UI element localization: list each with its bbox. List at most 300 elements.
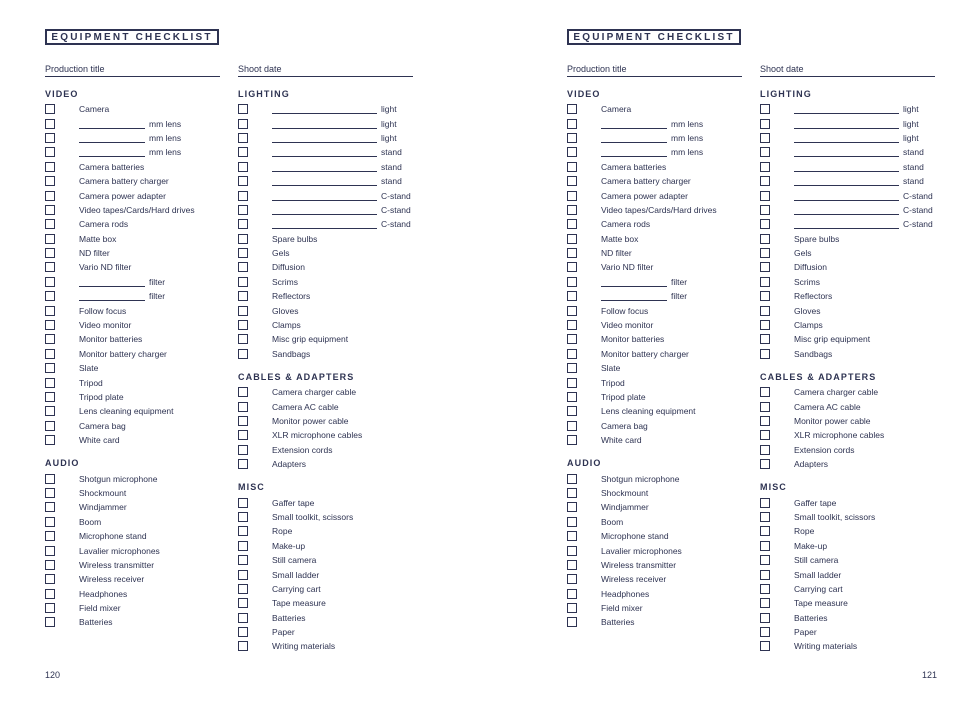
checkbox[interactable]	[760, 512, 770, 522]
fill-in-blank[interactable]	[794, 120, 899, 129]
checklist-item	[238, 232, 428, 246]
checkbox[interactable]	[238, 349, 248, 359]
checkbox[interactable]	[238, 205, 248, 215]
checkbox[interactable]	[238, 498, 248, 508]
checkbox[interactable]	[567, 474, 577, 484]
checkbox[interactable]	[238, 176, 248, 186]
item-label	[272, 387, 356, 397]
checkbox[interactable]	[45, 392, 55, 402]
checklist-item	[760, 399, 950, 413]
checkbox[interactable]	[238, 162, 248, 172]
item-text: Batteries	[601, 617, 635, 628]
checkbox[interactable]	[45, 474, 55, 484]
checkbox[interactable]	[45, 435, 55, 445]
checkbox[interactable]	[45, 589, 55, 599]
checkbox[interactable]	[45, 334, 55, 344]
item-text: Sandbags	[272, 348, 311, 359]
checkbox[interactable]	[45, 219, 55, 229]
fill-in-blank[interactable]	[79, 134, 145, 143]
checklist-item	[760, 131, 950, 145]
checkbox[interactable]	[45, 306, 55, 316]
checkbox[interactable]	[45, 502, 55, 512]
item-label	[601, 378, 625, 388]
checkbox[interactable]	[760, 277, 770, 287]
checkbox[interactable]	[238, 119, 248, 129]
checkbox[interactable]	[567, 531, 577, 541]
checkbox[interactable]	[760, 162, 770, 172]
item-label	[79, 574, 144, 584]
checkbox[interactable]	[567, 502, 577, 512]
item-label	[79, 291, 165, 301]
checkbox[interactable]	[45, 248, 55, 258]
checkbox[interactable]	[567, 205, 577, 215]
checkbox[interactable]	[567, 421, 577, 431]
item-text: Make-up	[272, 540, 306, 551]
checkbox[interactable]	[567, 378, 577, 388]
shoot-date-field[interactable]: Shoot date	[238, 64, 413, 77]
checkbox[interactable]	[760, 334, 770, 344]
checklist-item	[238, 174, 428, 188]
checklist-item	[760, 524, 950, 538]
item-text: Microphone stand	[79, 531, 147, 542]
item-text: Windjammer	[79, 502, 127, 513]
checkbox[interactable]	[45, 133, 55, 143]
checkbox[interactable]	[238, 584, 248, 594]
checkbox[interactable]	[760, 104, 770, 114]
item-label	[601, 349, 689, 359]
item-text: White card	[601, 435, 642, 446]
checklist-item	[45, 615, 235, 629]
checklist-item	[760, 246, 950, 260]
checkbox[interactable]	[760, 598, 770, 608]
checkbox[interactable]	[760, 234, 770, 244]
checkbox[interactable]	[45, 546, 55, 556]
item-text: Small ladder	[794, 569, 842, 580]
checkbox[interactable]	[238, 402, 248, 412]
checkbox[interactable]	[760, 248, 770, 258]
checklist-item	[760, 145, 950, 159]
checkbox[interactable]	[567, 320, 577, 330]
fill-in-blank[interactable]	[601, 292, 667, 301]
item-text: Carrying cart	[794, 583, 843, 594]
checkbox[interactable]	[760, 320, 770, 330]
checklist-item	[567, 529, 757, 543]
checklist-item	[567, 433, 757, 447]
checkbox[interactable]	[238, 598, 248, 608]
checkbox[interactable]	[45, 176, 55, 186]
checkbox[interactable]	[760, 402, 770, 412]
item-text: Scrims	[794, 276, 820, 287]
fill-in-blank[interactable]	[601, 134, 667, 143]
checkbox[interactable]	[238, 133, 248, 143]
item-label	[794, 613, 828, 623]
item-label	[601, 219, 650, 229]
fill-in-blank[interactable]	[272, 192, 377, 201]
checkbox[interactable]	[238, 445, 248, 455]
checklist-item	[238, 385, 428, 399]
item-text: light	[903, 104, 919, 115]
checkbox[interactable]	[567, 363, 577, 373]
item-label	[272, 262, 305, 272]
production-title-field[interactable]: Production title	[45, 64, 220, 77]
checkbox[interactable]	[45, 421, 55, 431]
section-header: AUDIO	[567, 458, 602, 469]
section-header: CABLES & ADAPTERS	[238, 372, 355, 383]
fill-in-blank[interactable]	[601, 120, 667, 129]
item-text: mm lens	[671, 147, 704, 158]
checklist-item	[45, 318, 235, 332]
checkbox[interactable]	[238, 334, 248, 344]
item-text: Paper	[272, 627, 295, 638]
checkbox[interactable]	[567, 617, 577, 627]
item-label	[272, 234, 317, 244]
item-text: Rope	[794, 526, 815, 537]
checkbox[interactable]	[567, 546, 577, 556]
item-label	[601, 474, 679, 484]
item-text: filter	[149, 291, 166, 302]
item-text: stand	[903, 147, 924, 158]
item-label	[601, 291, 687, 301]
item-text: Extension cords	[794, 444, 855, 455]
checkbox[interactable]	[567, 248, 577, 258]
item-label	[601, 617, 635, 627]
checkbox[interactable]	[238, 234, 248, 244]
checklist-item	[760, 510, 950, 524]
item-text: Field mixer	[601, 603, 643, 614]
checkbox[interactable]	[567, 262, 577, 272]
item-label	[794, 306, 820, 316]
checklist-item	[567, 217, 757, 231]
checkbox[interactable]	[567, 133, 577, 143]
checkbox[interactable]	[567, 435, 577, 445]
checkbox[interactable]	[238, 277, 248, 287]
checkbox[interactable]	[238, 387, 248, 397]
checkbox[interactable]	[238, 147, 248, 157]
checkbox[interactable]	[567, 277, 577, 287]
checkbox[interactable]	[760, 306, 770, 316]
checklist-item	[567, 471, 757, 485]
checkbox[interactable]	[238, 191, 248, 201]
checkbox[interactable]	[238, 248, 248, 258]
checkbox[interactable]	[567, 219, 577, 229]
item-label	[601, 320, 653, 330]
checkbox[interactable]	[45, 119, 55, 129]
checkbox[interactable]	[45, 234, 55, 244]
item-label	[794, 584, 843, 594]
checkbox[interactable]	[567, 589, 577, 599]
checkbox[interactable]	[238, 104, 248, 114]
fill-in-blank[interactable]	[272, 206, 377, 215]
item-text: stand	[903, 176, 924, 187]
item-label	[794, 277, 820, 287]
item-text: Wireless transmitter	[79, 559, 155, 570]
item-text: Gloves	[272, 305, 299, 316]
fill-in-blank[interactable]	[79, 278, 145, 287]
checkbox[interactable]	[45, 205, 55, 215]
checkbox[interactable]	[760, 133, 770, 143]
section-header: VIDEO	[567, 89, 601, 99]
fill-in-blank[interactable]	[272, 148, 377, 157]
checkbox[interactable]	[567, 334, 577, 344]
checkbox[interactable]	[567, 191, 577, 201]
checkbox[interactable]	[238, 641, 248, 651]
checklist-item	[45, 361, 235, 375]
checkbox[interactable]	[238, 262, 248, 272]
checkbox[interactable]	[238, 555, 248, 565]
checkbox[interactable]	[760, 526, 770, 536]
fill-in-blank[interactable]	[794, 206, 899, 215]
checklist-item	[45, 102, 235, 116]
item-text: Diffusion	[794, 262, 827, 273]
checkbox[interactable]	[238, 291, 248, 301]
item-label	[601, 517, 623, 527]
checklist-item	[760, 188, 950, 202]
checklist-item	[45, 347, 235, 361]
checkbox[interactable]	[238, 526, 248, 536]
checklist-item	[760, 203, 950, 217]
checkbox[interactable]	[760, 349, 770, 359]
checkbox[interactable]	[760, 613, 770, 623]
checklist-item	[238, 639, 428, 653]
checkbox[interactable]	[238, 613, 248, 623]
item-label	[794, 104, 919, 114]
item-label	[601, 406, 696, 416]
fill-in-blank[interactable]	[272, 134, 377, 143]
fill-in-blank[interactable]	[272, 105, 377, 114]
checkbox[interactable]	[760, 541, 770, 551]
checklist-item	[45, 375, 235, 389]
item-text: Clamps	[794, 320, 823, 331]
item-label	[79, 363, 98, 373]
fill-in-blank[interactable]	[794, 134, 899, 143]
checkbox[interactable]	[567, 560, 577, 570]
checklist-item	[238, 303, 428, 317]
item-label	[601, 435, 642, 445]
fill-in-blank[interactable]	[794, 163, 899, 172]
item-text: Monitor batteries	[79, 334, 143, 345]
item-label	[79, 262, 131, 272]
checkbox[interactable]	[238, 320, 248, 330]
section-header: MISC	[760, 482, 787, 493]
checkbox[interactable]	[760, 191, 770, 201]
checkbox[interactable]	[760, 498, 770, 508]
item-text: Camera batteries	[601, 161, 667, 172]
checkbox[interactable]	[45, 277, 55, 287]
fill-in-blank[interactable]	[794, 148, 899, 157]
checkbox[interactable]	[760, 291, 770, 301]
checkbox[interactable]	[760, 570, 770, 580]
checkbox[interactable]	[760, 459, 770, 469]
checkbox[interactable]	[45, 406, 55, 416]
checklist-item	[45, 587, 235, 601]
checkbox[interactable]	[567, 349, 577, 359]
item-text: Gels	[794, 248, 812, 259]
checkbox[interactable]	[45, 488, 55, 498]
item-label	[272, 133, 397, 143]
checkbox[interactable]	[567, 119, 577, 129]
checkbox[interactable]	[760, 176, 770, 186]
checkbox[interactable]	[567, 517, 577, 527]
fill-in-blank[interactable]	[79, 120, 145, 129]
shoot-date-field[interactable]: Shoot date	[760, 64, 935, 77]
item-text: Matte box	[601, 233, 639, 244]
item-label	[79, 589, 127, 599]
checklist-column-1	[567, 86, 757, 630]
checkbox[interactable]	[567, 603, 577, 613]
checkbox[interactable]	[45, 349, 55, 359]
checkbox[interactable]	[45, 147, 55, 157]
checkbox[interactable]	[760, 416, 770, 426]
checkbox[interactable]	[567, 104, 577, 114]
fill-in-blank[interactable]	[794, 105, 899, 114]
item-label	[79, 306, 126, 316]
item-label	[794, 641, 857, 651]
item-text: Matte box	[79, 233, 117, 244]
item-label	[272, 291, 310, 301]
checklist-item	[45, 131, 235, 145]
checklist-item	[238, 275, 428, 289]
item-text: C-stand	[381, 190, 411, 201]
item-label	[79, 104, 109, 114]
checkbox[interactable]	[45, 617, 55, 627]
item-label	[794, 570, 841, 580]
fill-in-blank[interactable]	[272, 177, 377, 186]
checklist-item	[238, 116, 428, 130]
item-label	[272, 459, 306, 469]
checklist-item	[238, 582, 428, 596]
checkbox[interactable]	[760, 205, 770, 215]
item-label	[272, 598, 326, 608]
checklist-item	[760, 260, 950, 274]
item-text: Camera charger cable	[794, 387, 879, 398]
checkbox[interactable]	[45, 560, 55, 570]
item-label	[794, 162, 924, 172]
checkbox[interactable]	[45, 291, 55, 301]
item-text: Carrying cart	[272, 583, 321, 594]
fill-in-blank[interactable]	[794, 177, 899, 186]
checklist-item	[238, 318, 428, 332]
checkbox[interactable]	[238, 570, 248, 580]
item-label	[794, 498, 836, 508]
item-label	[79, 191, 166, 201]
checkbox[interactable]	[238, 430, 248, 440]
item-label	[601, 363, 620, 373]
checkbox[interactable]	[760, 387, 770, 397]
checkbox[interactable]	[567, 162, 577, 172]
fill-in-blank[interactable]	[79, 148, 145, 157]
checkbox[interactable]	[45, 104, 55, 114]
checklist-item	[567, 289, 757, 303]
checkbox[interactable]	[567, 574, 577, 584]
checkbox[interactable]	[567, 234, 577, 244]
fill-in-blank[interactable]	[794, 220, 899, 229]
checkbox[interactable]	[760, 584, 770, 594]
item-label	[272, 641, 335, 651]
item-text: Make-up	[794, 540, 828, 551]
item-label	[272, 248, 289, 258]
checkbox[interactable]	[567, 147, 577, 157]
checkbox[interactable]	[760, 430, 770, 440]
checkbox[interactable]	[45, 378, 55, 388]
item-label	[601, 176, 691, 186]
checkbox[interactable]	[45, 320, 55, 330]
checkbox[interactable]	[238, 541, 248, 551]
item-text: Writing materials	[272, 641, 336, 652]
checkbox[interactable]	[45, 531, 55, 541]
item-label	[79, 435, 120, 445]
checkbox[interactable]	[45, 603, 55, 613]
item-text: mm lens	[149, 147, 182, 158]
checkbox[interactable]	[238, 416, 248, 426]
fill-in-blank[interactable]	[272, 120, 377, 129]
item-label	[79, 133, 181, 143]
checkbox[interactable]	[238, 219, 248, 229]
page-number: 121	[922, 670, 938, 680]
item-label	[794, 349, 832, 359]
checkbox[interactable]	[45, 517, 55, 527]
item-text: ND filter	[601, 248, 632, 259]
checkbox[interactable]	[238, 627, 248, 637]
checkbox[interactable]	[760, 555, 770, 565]
checkbox[interactable]	[567, 488, 577, 498]
checkbox[interactable]	[760, 262, 770, 272]
checkbox[interactable]	[760, 147, 770, 157]
item-label	[601, 147, 703, 157]
checkbox[interactable]	[238, 512, 248, 522]
checklist-item	[567, 102, 757, 116]
checkbox[interactable]	[567, 392, 577, 402]
checkbox[interactable]	[238, 306, 248, 316]
item-text: Camera	[601, 104, 632, 115]
checkbox[interactable]	[760, 445, 770, 455]
item-label	[601, 421, 648, 431]
checkbox[interactable]	[567, 406, 577, 416]
item-label	[79, 378, 103, 388]
production-title-field[interactable]: Production title	[567, 64, 742, 77]
checkbox[interactable]	[760, 641, 770, 651]
item-text: light	[381, 132, 397, 143]
checkbox[interactable]	[567, 291, 577, 301]
checkbox[interactable]	[45, 162, 55, 172]
checkbox[interactable]	[760, 627, 770, 637]
item-label	[79, 162, 144, 172]
checkbox[interactable]	[238, 459, 248, 469]
checkbox[interactable]	[45, 262, 55, 272]
checkbox[interactable]	[45, 191, 55, 201]
fill-in-blank[interactable]	[601, 148, 667, 157]
checkbox[interactable]	[760, 119, 770, 129]
checkbox[interactable]	[45, 363, 55, 373]
item-label	[272, 430, 362, 440]
item-label	[272, 627, 295, 637]
fill-in-blank[interactable]	[272, 163, 377, 172]
checkbox[interactable]	[567, 176, 577, 186]
fill-in-blank[interactable]	[601, 278, 667, 287]
checkbox[interactable]	[567, 306, 577, 316]
item-label	[272, 320, 301, 330]
item-text: Video tapes/Cards/Hard drives	[601, 204, 717, 215]
item-text: Camera batteries	[79, 161, 145, 172]
item-label	[601, 306, 648, 316]
fill-in-blank[interactable]	[272, 220, 377, 229]
checkbox[interactable]	[45, 574, 55, 584]
item-text: Camera bag	[79, 420, 126, 431]
fill-in-blank[interactable]	[79, 292, 145, 301]
item-label	[79, 546, 160, 556]
item-text: Wireless transmitter	[601, 559, 677, 570]
fill-in-blank[interactable]	[794, 192, 899, 201]
checkbox[interactable]	[760, 219, 770, 229]
